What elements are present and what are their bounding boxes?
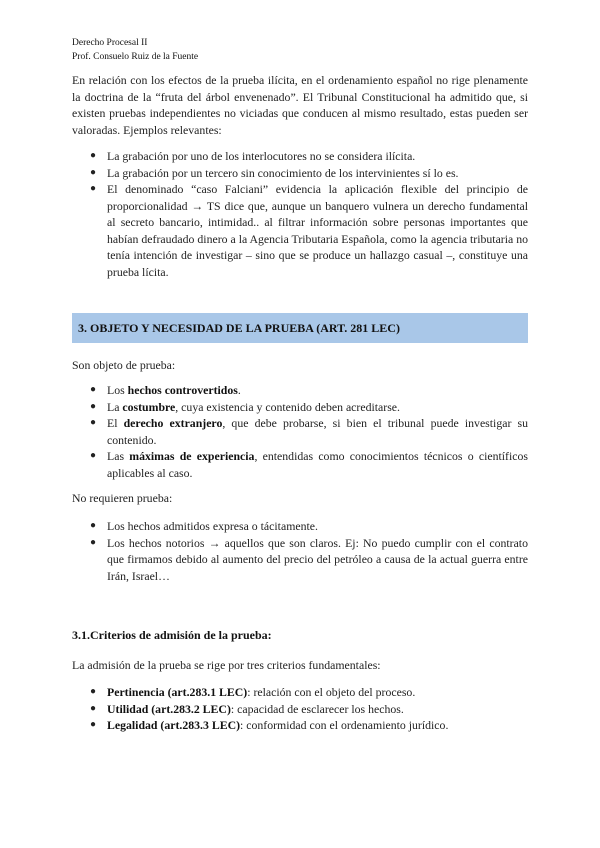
list-item: ● Legalidad (art.283.3 LEC): conformidad con el ordenamiento jurídico. (90, 718, 449, 732)
intro-paragraph: En relación con los efectos de la prueba ilícita, en el ordenamiento español no rige plenamente la doctrina de la “fruta del árbol envenenado”. El Tribunal Constitucional ha admitido que, si existen pruebas independientes no viciadas que conducen al mismo resultado, estas pueden ser valoradas. Ejemplos relevantes: (72, 73, 528, 137)
section-heading-bar (72, 313, 528, 343)
bullet-icon: ● (90, 384, 97, 395)
bullet-icon: ● (90, 520, 97, 531)
subsection-title: 3.1.Criterios de admisión de la prueba: (72, 628, 272, 642)
bullet-icon: ● (90, 166, 97, 178)
list-item: ● Pertinencia (art.283.1 LEC): relación con el objeto del proceso. (90, 685, 416, 699)
bullet-icon: ● (90, 719, 97, 730)
no-prueba-intro: No requieren prueba: (72, 491, 173, 505)
page-header (72, 36, 198, 64)
examples-list (72, 148, 528, 280)
bullet-icon: ● (90, 686, 97, 697)
bullet-icon: ● (90, 417, 97, 428)
bullet-icon: ● (90, 183, 97, 194)
course-title: Derecho Procesal II (72, 38, 148, 48)
criterios-intro: La admisión de la prueba se rige por tres criterios fundamentales: (72, 658, 381, 672)
objeto-list (72, 382, 528, 481)
criterios-list (72, 684, 528, 734)
list-item: ● Los hechos controvertidos. (90, 383, 241, 397)
bullet-icon: ● (90, 536, 97, 548)
list-item: ● Los hechos admitidos expresa o tácitamente. (90, 519, 318, 533)
bullet-icon: ● (90, 450, 97, 461)
list-item: ● El denominado “caso Falciani” evidencia la aplicación flexible del principio de proporcionalidad → TS dice que, aunque un banquero vulnera un derecho fundamental al secreto bancario, intimidad.. al filtrar información sobre personas importantes que habían defraudado dinero a la Agencia Tributaria Española, como la agencia tributaria no tenía intención de investigar – sino que se produce un hallazgo casual –, constituye una prueba lícita. (90, 182, 528, 279)
objeto-intro: Son objeto de prueba: (72, 358, 176, 372)
bullet-icon: ● (90, 702, 97, 714)
list-item: ● Utilidad (art.283.2 LEC): capacidad de esclarecer los hechos. (90, 701, 404, 716)
bullet-icon: ● (90, 150, 97, 161)
bullet-icon: ● (90, 400, 97, 412)
list-item: ● La grabación por uno de los interlocutores no se considera ilícita. (90, 149, 416, 163)
list-item: ● Los hechos notorios → aquellos que son claros. Ej: No puedo cumplir con el contrato que firmamos debido al aumento del precio del petróleo a causa de la actual guerra entre Irán, Israel… (90, 535, 528, 583)
list-item: ● La costumbre, cuya existencia y contenido deben acreditarse. (90, 399, 400, 414)
list-item: ● Las máximas de experiencia, entendidas como conocimientos técnicos o científicos aplicables al caso. (90, 449, 528, 480)
list-item: ● La grabación por un tercero sin conocimiento de los intervinientes sí lo es. (90, 165, 459, 180)
professor-name: Prof. Consuelo Ruiz de la Fuente (72, 52, 199, 62)
no-prueba-list (72, 518, 528, 584)
section-title: 3. OBJETO Y NECESIDAD DE LA PRUEBA (ART. 281 LEC) (78, 320, 400, 335)
list-item: ● El derecho extranjero, que debe probarse, si bien el tribunal puede investigar su contenido. (90, 416, 529, 447)
